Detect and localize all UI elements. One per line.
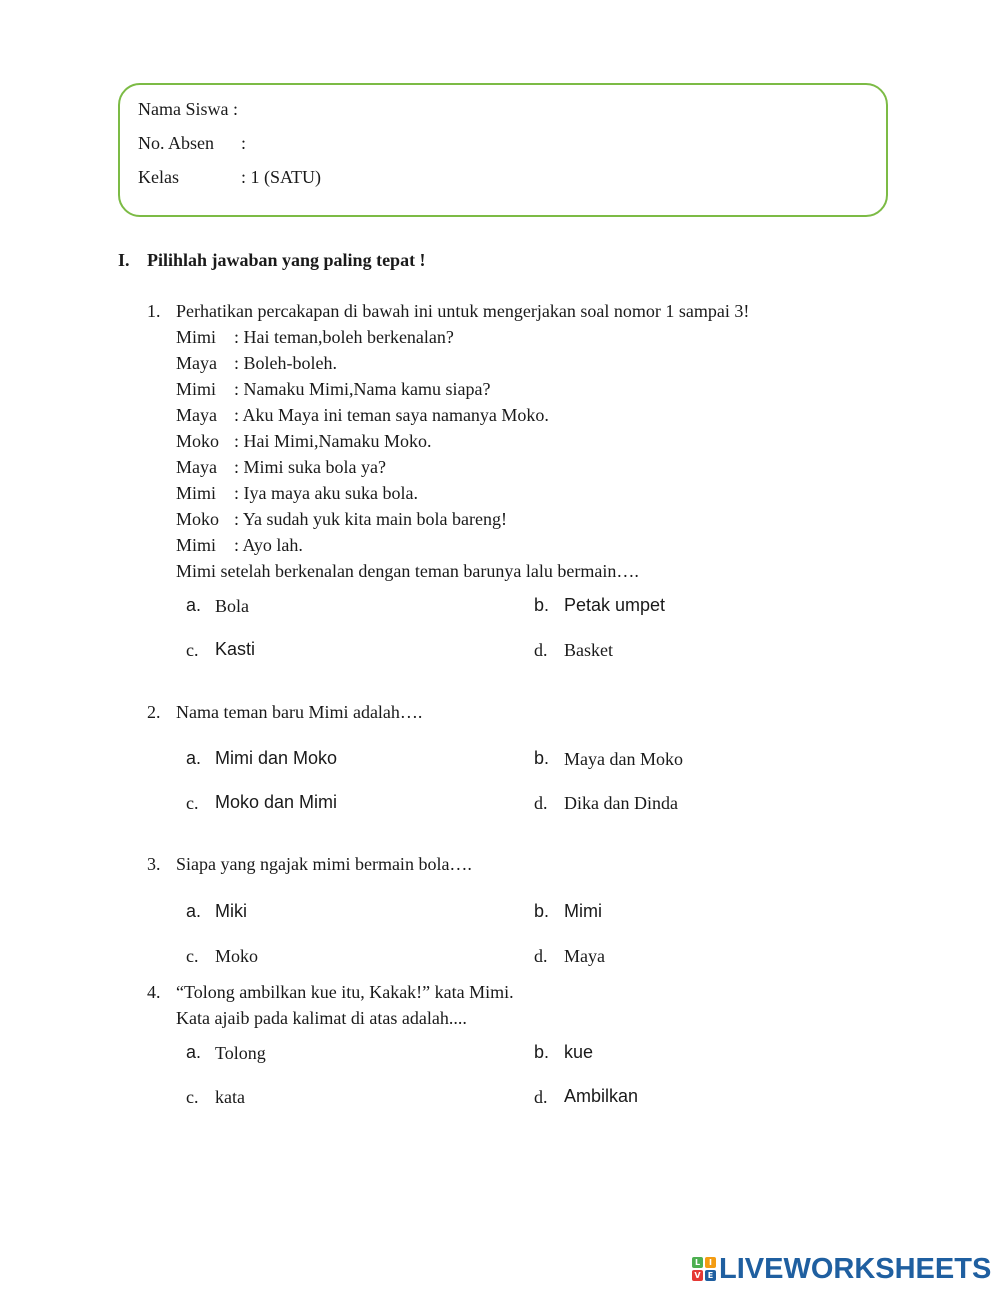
question-number: 2. xyxy=(147,702,161,722)
logo-square: I xyxy=(705,1257,716,1268)
option-text[interactable]: Miki xyxy=(215,901,247,921)
dialogue-line: : Aku Maya ini teman saya namanya Moko. xyxy=(234,405,549,425)
question-prompt: “Tolong ambilkan kue itu, Kakak!” kata Mimi. xyxy=(176,982,514,1002)
logo-square: L xyxy=(692,1257,703,1268)
question-prompt: Mimi setelah berkenalan dengan teman barunya lalu bermain…. xyxy=(176,561,639,581)
option-letter[interactable]: a. xyxy=(186,595,202,615)
dialogue-speaker: Mimi xyxy=(176,483,217,503)
option-text[interactable]: Moko xyxy=(215,946,259,966)
question-intro: Perhatikan percakapan di bawah ini untuk mengerjakan soal nomor 1 sampai 3! xyxy=(176,301,750,321)
dialogue-speaker: Mimi xyxy=(176,327,217,347)
liveworksheets-logo xyxy=(692,1254,991,1284)
kelas-value: : 1 (SATU) xyxy=(241,167,321,187)
section-number: I. xyxy=(118,250,130,270)
option-text[interactable]: Tolong xyxy=(215,1043,266,1063)
option-letter[interactable]: a. xyxy=(186,1042,202,1062)
dialogue-speaker: Maya xyxy=(176,353,217,373)
option-text[interactable]: Maya xyxy=(564,946,605,966)
dialogue-speaker: Mimi xyxy=(176,535,217,555)
option-letter[interactable]: b. xyxy=(534,595,550,615)
dialogue-line: : Namaku Mimi,Nama kamu siapa? xyxy=(234,379,491,399)
option-text[interactable]: kue xyxy=(564,1042,594,1062)
option-letter[interactable]: a. xyxy=(186,901,202,921)
question-number: 3. xyxy=(147,854,161,874)
dialogue-speaker: Mimi xyxy=(176,379,217,399)
dialogue-speaker: Maya xyxy=(176,405,217,425)
option-letter[interactable]: d. xyxy=(534,640,548,660)
absen-label: No. Absen xyxy=(138,133,214,153)
question-prompt: Siapa yang ngajak mimi bermain bola…. xyxy=(176,854,472,874)
question-number: 4. xyxy=(147,982,161,1002)
option-text[interactable]: Moko dan Mimi xyxy=(215,792,338,812)
dialogue-line: : Boleh-boleh. xyxy=(234,353,337,373)
option-letter[interactable]: c. xyxy=(186,793,199,813)
dialogue-line: : Ayo lah. xyxy=(234,535,303,555)
question-prompt-2: Kata ajaib pada kalimat di atas adalah.... xyxy=(176,1008,467,1028)
logo-square: V xyxy=(692,1270,703,1281)
option-letter[interactable]: c. xyxy=(186,946,199,966)
question-number: 1. xyxy=(147,301,161,321)
dialogue-line: : Ya sudah yuk kita main bola bareng! xyxy=(234,509,507,529)
kelas-label: Kelas xyxy=(138,167,179,187)
option-letter[interactable]: c. xyxy=(186,1087,199,1107)
option-text[interactable]: Mimi xyxy=(564,901,602,921)
option-text[interactable]: Ambilkan xyxy=(564,1086,639,1106)
option-text[interactable]: kata xyxy=(215,1087,245,1107)
dialogue-speaker: Maya xyxy=(176,457,217,477)
option-letter[interactable]: b. xyxy=(534,748,550,768)
option-letter[interactable]: a. xyxy=(186,748,202,768)
section-title: Pilihlah jawaban yang paling tepat ! xyxy=(147,250,426,270)
student-name-label: Nama Siswa : xyxy=(138,99,238,119)
logo-squares-icon xyxy=(692,1257,716,1281)
question-prompt: Nama teman baru Mimi adalah…. xyxy=(176,702,423,722)
dialogue-line: : Iya maya aku suka bola. xyxy=(234,483,418,503)
option-text[interactable]: Petak umpet xyxy=(564,595,666,615)
option-text[interactable]: Maya dan Moko xyxy=(564,749,683,769)
option-letter[interactable]: d. xyxy=(534,793,548,813)
option-text[interactable]: Bola xyxy=(215,596,249,616)
option-letter[interactable]: d. xyxy=(534,1087,548,1107)
option-text[interactable]: Kasti xyxy=(215,639,256,659)
option-text[interactable]: Basket xyxy=(564,640,613,660)
logo-text: LIVEWORKSHEETS xyxy=(719,1252,992,1285)
option-text[interactable]: Mimi dan Moko xyxy=(215,748,338,768)
dialogue-speaker: Moko xyxy=(176,431,220,451)
absen-colon: : xyxy=(241,133,247,153)
dialogue-line: : Mimi suka bola ya? xyxy=(234,457,386,477)
dialogue-line: : Hai Mimi,Namaku Moko. xyxy=(234,431,432,451)
logo-square: E xyxy=(705,1270,716,1281)
option-text[interactable]: Dika dan Dinda xyxy=(564,793,678,813)
option-letter[interactable]: d. xyxy=(534,946,548,966)
dialogue-speaker: Moko xyxy=(176,509,220,529)
option-letter[interactable]: b. xyxy=(534,901,550,921)
dialogue-line: : Hai teman,boleh berkenalan? xyxy=(234,327,454,347)
option-letter[interactable]: b. xyxy=(534,1042,550,1062)
option-letter[interactable]: c. xyxy=(186,640,199,660)
